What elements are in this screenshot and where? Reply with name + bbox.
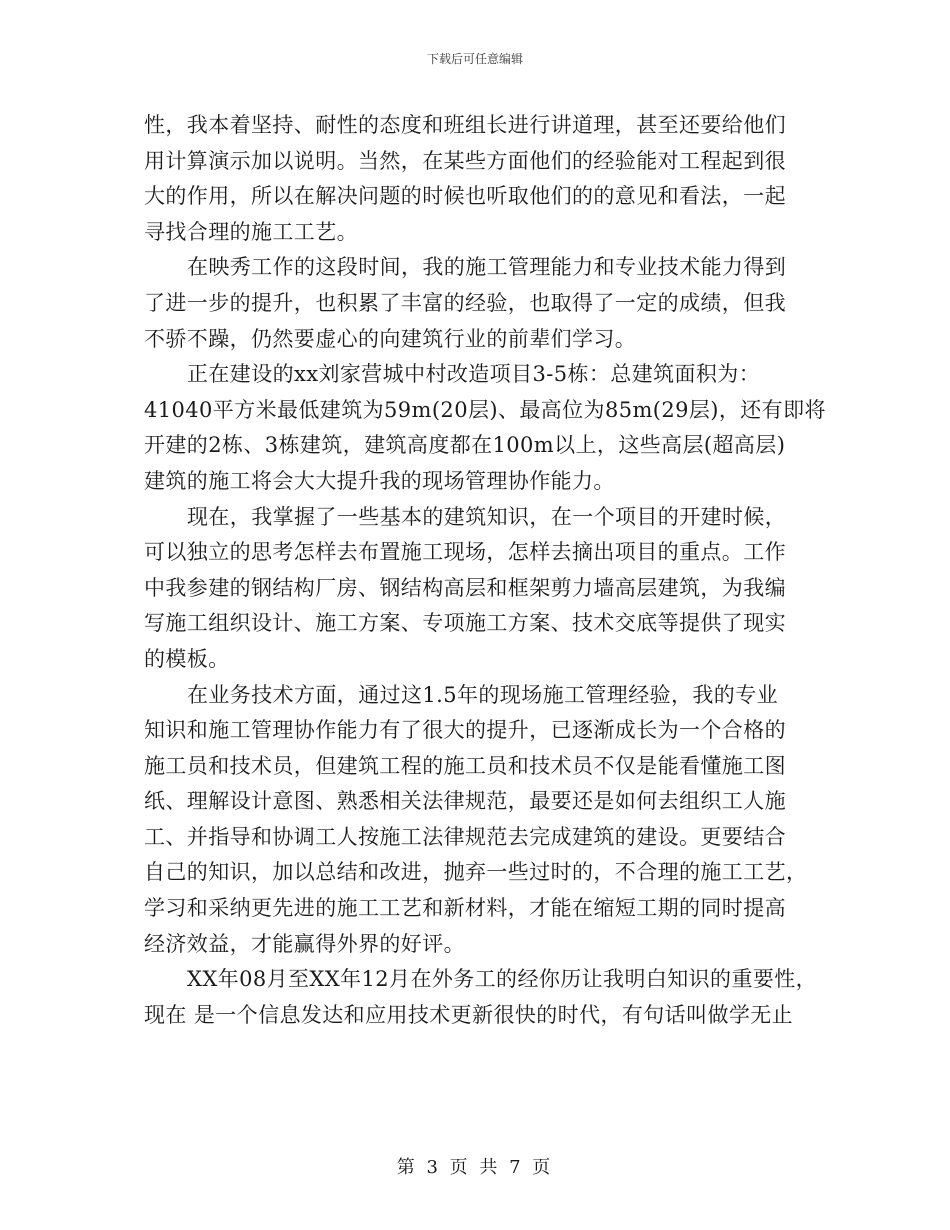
text-line: 经济效益，才能赢得外界的好评。 <box>144 931 465 956</box>
text-line: 施工员和技术员，但建筑工程的施工员和技术员不仅是能看懂施工图 <box>144 753 786 778</box>
paragraph-first-line: 现在，我掌握了一些基本的建筑知识，在一个项目的开建时候， <box>187 504 787 529</box>
paragraph-first-line: 在业务技术方面，通过这1.5年的现场施工管理经验，我的专业 <box>187 682 778 707</box>
text-line: 自己的知识，加以总结和改进，抛弃一些过时的，不合理的施工工艺， <box>144 860 808 885</box>
document-body <box>144 108 826 1033</box>
text-line: 纸、理解设计意图、熟悉相关法律规范，最要还是如何去组织工人施 <box>144 789 786 814</box>
text-line: 写施工组织设计、施工方案、专项施工方案、技术交底等提供了现实 <box>144 611 786 636</box>
text-line: 学习和采纳更先进的施工工艺和新材料，才能在缩短工期的同时提高 <box>144 896 786 921</box>
paragraph-first-line: 正在建设的xx刘家营城中村改造项目3-5栋：总建筑面积为： <box>187 362 761 387</box>
text-line: 建筑的施工将会大大提升我的现场管理协作能力。 <box>144 468 615 493</box>
paragraph-first-line: XX年08月至XX年12月在外务工的经你历让我明白知识的重要性， <box>187 967 818 992</box>
text-line: 了进一步的提升，也积累了丰富的经验，也取得了一定的成绩，但我 <box>144 290 786 315</box>
text-line: 的模板。 <box>144 646 230 671</box>
text-line: 中我参建的钢结构厂房、钢结构高层和框架剪力墙高层建筑，为我编 <box>144 575 786 600</box>
paragraph-first-line: 在映秀工作的这段时间，我的施工管理能力和专业技术能力得到 <box>187 255 787 280</box>
text-line: 性，我本着坚持、耐性的态度和班组长进行讲道理，甚至还要给他们 <box>144 113 786 137</box>
text-line: 可以独立的思考怎样去布置施工现场，怎样去摘出项目的重点。工作 <box>144 540 786 565</box>
text-line: 现在 是一个信息发达和应用技术更新很快的时代，有句话叫做学无止 <box>144 1002 794 1027</box>
page-header: 下载后可任意编辑 <box>426 52 523 66</box>
text-line: 41040平方米最低建筑为59m(20层)、最高位为85m(29层)，还有即将 <box>144 397 826 422</box>
text-line: 工、并指导和协调工人按施工法律规范去完成建筑的建设。更要结合 <box>144 824 786 849</box>
text-line: 用计算演示加以说明。当然，在某些方面他们的经验能对工程起到很 <box>144 148 786 173</box>
text-line: 不骄不躁，仍然要虚心的向建筑行业的前辈们学习。 <box>144 326 637 351</box>
text-line: 开建的2栋、3栋建筑，建筑高度都在100m以上，这些高层(超高层) <box>144 433 786 458</box>
text-line: 寻找合理的施工工艺。 <box>144 219 358 244</box>
page-number-footer: 第 3 页 共 7 页 <box>396 1157 554 1178</box>
text-line: 知识和施工管理协作能力有了很大的提升，已逐渐成长为一个合格的 <box>144 718 786 743</box>
text-line: 大的作用，所以在解决问题的时候也听取他们的的意见和看法，一起 <box>144 184 786 209</box>
